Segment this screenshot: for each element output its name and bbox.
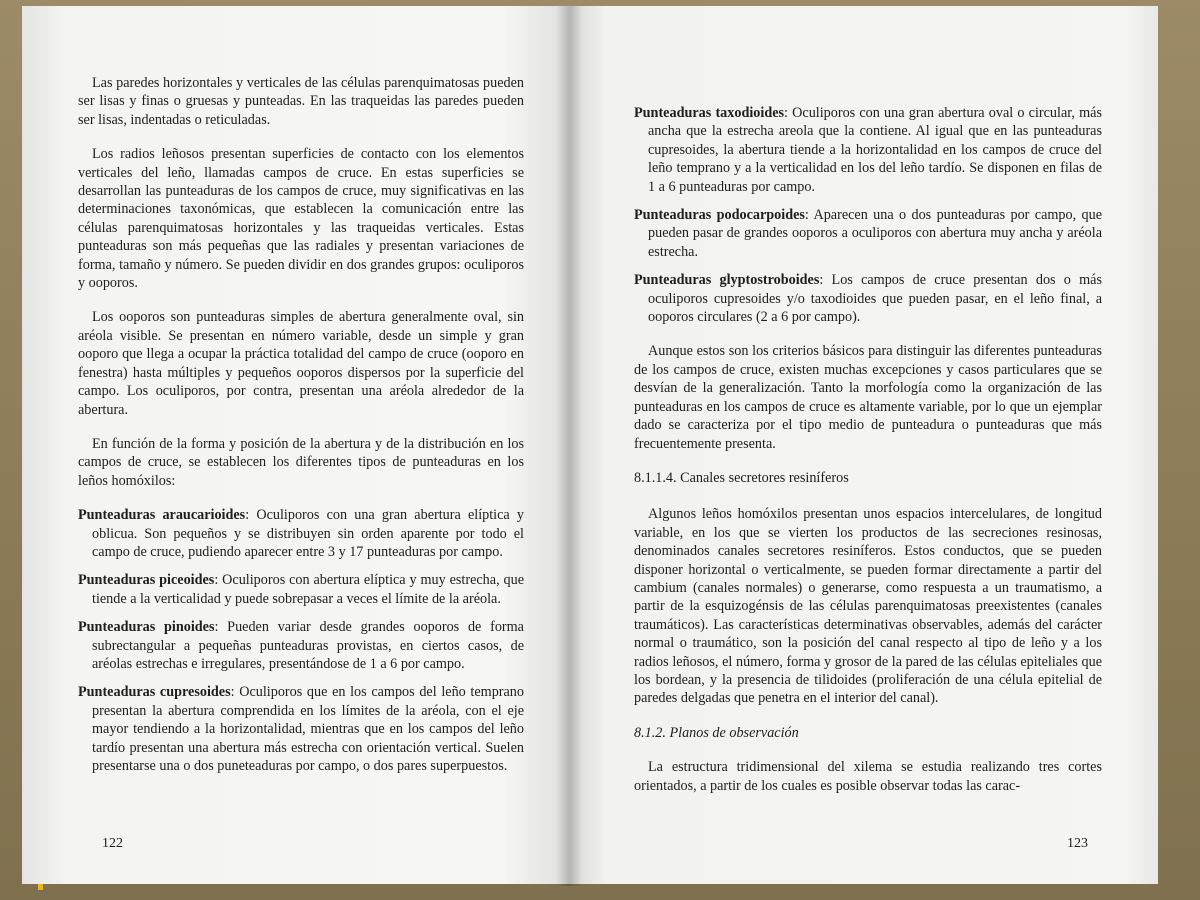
definition-term: Punteaduras araucarioides xyxy=(78,507,246,524)
subsection-heading: 8.1.2. Planos de observación xyxy=(634,724,799,741)
definition-araucarioides xyxy=(78,506,524,561)
definition-glyptostroboides xyxy=(634,271,1102,326)
page-number-right: 123 xyxy=(1067,836,1088,851)
definition-podocarpoides xyxy=(634,206,1102,261)
section-heading: 8.1.1.4. Canales secretores resiníferos xyxy=(634,469,849,486)
left-paragraph-2: Los radios leñosos presentan superficies de contacto con los elementos verticales del leño, llamadas campos de cruce. En estas superficies se desarrollan las punteaduras de los campos de cruce, muy significativas en las determinaciones taxonómicas, que establecen la comunicación entre las células parenquimatosas horizontales y las traqueidas verticales. Estas punteaduras son más pequeñas que las radiales y presentan variaciones de forma, tamaño y número. Se pueden dividir en dos grandes grupos: oculiporos y ooporos. xyxy=(78,146,524,292)
left-page xyxy=(22,6,570,884)
page-number-left: 122 xyxy=(102,836,123,851)
definition-term: Punteaduras cupresoides xyxy=(78,684,231,701)
definition-taxodioides xyxy=(634,104,1102,196)
definition-term: Punteaduras podocarpoides xyxy=(634,207,805,224)
right-page xyxy=(570,6,1158,884)
definition-pinoides xyxy=(78,618,524,673)
right-paragraph-3: La estructura tridimensional del xilema se estudia realizando tres cortes orientados, a partir de los cuales es posible observar todas las carac- xyxy=(634,759,1102,794)
right-paragraph-1: Aunque estos son los criterios básicos para distinguir las diferentes punteaduras de los campos de cruce, existen muchas excepciones y casos particulares que se desvían de la generalización. Tanto la morfología como la organización de las punteaduras en los campos de cruce es altamente variable, por lo que un ejemplar dado se caracteriza por el tipo medio de punteadura o punteaduras que más frecuentemente presenta. xyxy=(634,343,1102,452)
definition-piceoides xyxy=(78,571,524,608)
left-paragraph-4: En función de la forma y posición de la abertura y de la distribución en los campos de cruce, se establecen los diferentes tipos de punteaduras en los leños homóxilos: xyxy=(78,435,524,489)
definition-term: Punteaduras pinoides xyxy=(78,619,215,636)
definition-term: Punteaduras taxodioides xyxy=(634,105,785,121)
definition-term: Punteaduras piceoides xyxy=(78,572,215,589)
book-spine-shadow xyxy=(556,6,582,886)
definition-text: : Pueden variar desde grandes ooporos de forma subrectangular a pequeñas punteaduras provistas, en ciertos casos, de aréolas estrechas e irregulares, presentándose de 1 a 6 por campo. xyxy=(92,619,524,672)
definition-text: : Oculiporos con una gran abertura oval o circular, más ancha que la estrecha areola que la contiene. Al igual que en las punteaduras cupresoides, la abertura tiende a la horizontalidad en los campos de cruce del leño temprano y a la verticalidad en los del leño tardío. Se disponen en filas de 1 a 6 punteaduras por campo. xyxy=(648,105,1102,195)
definition-cupresoides xyxy=(78,683,524,775)
definition-term: Punteaduras glyptostroboides xyxy=(634,272,820,289)
left-paragraph-1: Las paredes horizontales y verticales de las células parenquimatosas pueden ser lisas y finas o gruesas y punteadas. En las traqueidas las paredes pueden ser lisas, indentadas o reticuladas. xyxy=(78,75,524,128)
definition-text: : Oculiporos que en los campos del leño temprano presentan la abertura comprendida en los límites de la aréola, con el eje mayor tendiendo a la horizontalidad, mientras que en los campos del leño tardío presentan una abertura más estrecha con orientación vertical. Suelen presentarse una o dos puneteaduras por campo, o dos pares superpuestos. xyxy=(92,684,524,774)
left-paragraph-3: Los ooporos son punteaduras simples de abertura generalmente oval, sin aréola visible. Se presentan en número variable, desde un simple y gran ooporo que llega a ocupar la práctica totalidad del campo de cruce (ooporo en fenestra) hasta múltiples y pequeños ooporos dispersos por la superficie del campo. Los oculiporos, por contra, presentan una aréola alrededor de la abertura. xyxy=(78,309,524,418)
definition-text: : Oculiporos con abertura elíptica y muy estrecha, que tiende a la verticalidad y puede sobrepasar a veces el límite de la aréola. xyxy=(92,572,524,607)
right-paragraph-2: Algunos leños homóxilos presentan unos espacios intercelulares, de longitud variable, en los que se vierten los productos de las secreciones resinosas, denominados canales secretores resiníferos. Estos conductos, que se pueden disponer horizontal o verticalmente, se pueden formar directamente a partir del cambium (canales normales) o generarse, como respuesta a un traumatismo, a partir de la esquizogénsis de las células parenquimatosas preexistentes (canales traumáticos). Las características determinativas observables, además del carácter normal o traumático, son la posición del canal respecto al tipo de leño y a los radios leñosos, el número, forma y grosor de la pared de las células epiteliales que los bordean, y la presencia de tilidoides (proliferación de una célula epitelial de paredes delgadas que penetra en el interior del canal). xyxy=(634,506,1102,707)
definition-text: : Los campos de cruce presentan dos o más oculiporos cupresoides y/o taxodioides que pueden pasar, en el leño final, a ooporos circulares (2 a 6 por campo). xyxy=(648,272,1102,326)
definition-text: : Oculiporos con una gran abertura elíptica y oblicua. Son pequeños y se distribuyen sin orden aparente por todo el campo de cruce, pudiendo aparecer entre 3 y 17 punteaduras por campo. xyxy=(92,507,524,560)
definition-text: : Aparecen una o dos punteaduras por campo, que pueden pasar de grandes ooporos a oculiporos con abertura muy ancha y aréola estrecha. xyxy=(648,207,1102,260)
